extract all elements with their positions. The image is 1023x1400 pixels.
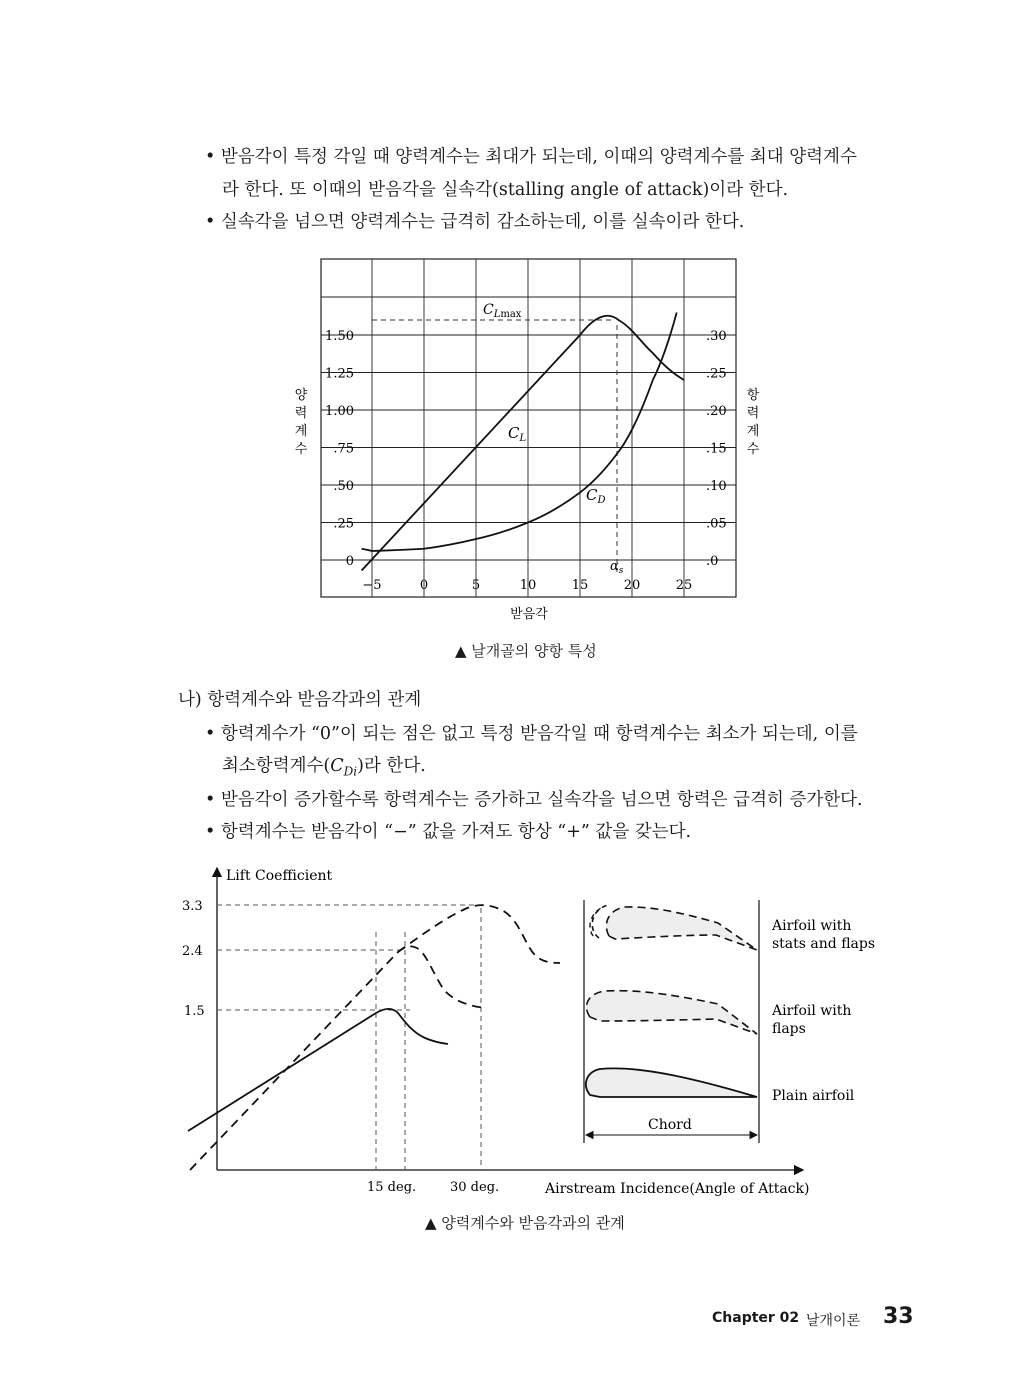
left-axis-title-char: 력	[294, 406, 308, 421]
footer-chapter: Chapter 02	[712, 1310, 800, 1326]
slat-shape	[592, 905, 608, 938]
x-tick-label: 20	[623, 578, 641, 593]
cd-label: $C_D$	[586, 486, 606, 506]
right-tick-label: .20	[706, 404, 727, 419]
clmax-label: $C_L\max$	[483, 302, 522, 320]
airfoil-2-label-line1: Airfoil with	[772, 1003, 852, 1019]
airfoil-1-label-line1: Airfoil with	[772, 918, 852, 934]
figure-lift-incidence	[170, 855, 890, 1205]
bullet-drag-positive: • 항력계수는 받음각이 “−” 값을 가져도 항상 “+” 값을 갖는다.	[205, 822, 692, 842]
left-tick-label: .25	[333, 516, 354, 532]
slats-flaps-airfoil	[606, 907, 757, 950]
x-axis-title: 받음각	[510, 607, 548, 622]
right-axis-title-char: 력	[746, 406, 760, 421]
y-tick-3.3: 3.3	[182, 899, 203, 914]
footer-section: 날개이론	[806, 1313, 861, 1329]
airfoil-3-label: Plain airfoil	[772, 1088, 855, 1104]
footer-page-number: 33	[883, 1304, 914, 1329]
x-tick-label: 15	[571, 578, 589, 593]
bullet-cl-max-cont: 라 한다. 또 이때의 받음각을 실속각(stalling angle of attack)이라 한다.	[222, 180, 789, 200]
x-tick-label: 5	[471, 578, 481, 593]
bullet-min-drag-cont: 최소항력계수$(C_{Di})$라 한다.	[222, 756, 426, 779]
left-tick-label: 1.50	[325, 329, 354, 344]
right-tick-label: .30	[706, 329, 727, 344]
left-tick-labels	[325, 329, 354, 569]
left-axis-title	[295, 387, 308, 457]
right-axis-title-char: 수	[746, 442, 760, 457]
y-tick-1.5: 1.5	[184, 1004, 205, 1019]
bullet-cl-max: • 받음각이 특정 각일 때 양력계수는 최대가 되는데, 이때의 양력계수를 최대 양력계수	[205, 147, 857, 167]
right-tick-label: .05	[706, 516, 727, 532]
bullet-drag-increase: • 받음각이 증가할수록 항력계수는 증가하고 실속각을 넘으면 항력은 급격히 증가한다.	[205, 790, 863, 810]
plain-airfoil	[586, 1068, 757, 1097]
right-tick-label: .0	[706, 554, 719, 569]
right-tick-label: .25	[706, 366, 727, 382]
x-tick-30: 30 deg.	[450, 1180, 500, 1195]
right-tick-label: .10	[706, 479, 727, 494]
x-tick-label: −5	[362, 578, 382, 593]
left-axis-title-char: 양	[294, 388, 308, 403]
right-tick-label: .15	[706, 441, 727, 457]
flaps-airfoil	[586, 991, 757, 1034]
bullet-stall: • 실속각을 넘으면 양력계수는 급격히 감소하는데, 이를 실속이라 한다.	[205, 212, 745, 232]
bullet-min-drag: • 항력계수가 “0”이 되는 점은 없고 특정 받음각일 때 항력계수는 최소가 되는데, 이를	[205, 724, 858, 744]
left-tick-label: 0	[345, 554, 354, 569]
cl-label: $C_L$	[508, 424, 527, 444]
chord-label: Chord	[648, 1117, 692, 1133]
right-axis-title-char: 계	[746, 424, 760, 439]
y-axis-title: Lift Coefficient	[226, 868, 333, 884]
left-axis-title-char: 수	[294, 442, 308, 457]
x-tick-15: 15 deg.	[367, 1180, 417, 1195]
x-tick-label: 10	[519, 578, 537, 593]
flaps-curve	[190, 946, 485, 1170]
guide-lines	[217, 905, 481, 1170]
figure2-caption: ▲ 양력계수와 받음각과의 관계	[425, 1214, 625, 1232]
y-tick-2.4: 2.4	[182, 944, 203, 959]
x-axis-title: Airstream Incidence(Angle of Attack)	[545, 1181, 810, 1197]
right-tick-labels	[706, 329, 727, 569]
slats-flaps-curve	[398, 905, 560, 963]
x-tick-label: 0	[419, 578, 429, 593]
section-heading: 나) 항력계수와 받음각과의 관계	[178, 690, 422, 710]
airfoil-1-label-line2: stats and flaps	[772, 936, 876, 952]
right-axis-title-char: 항	[746, 388, 760, 403]
right-axis-title	[747, 387, 760, 457]
plain-airfoil-curve	[188, 1009, 448, 1131]
x-tick-labels	[362, 578, 692, 593]
figure1-caption: ▲ 날개골의 양항 특성	[455, 642, 597, 660]
left-tick-label: .50	[333, 479, 354, 494]
airfoil-2-label-line2: flaps	[772, 1021, 806, 1037]
left-tick-label: 1.25	[325, 366, 354, 382]
left-axis-title-char: 계	[294, 424, 308, 439]
x-tick-label: 25	[675, 578, 693, 593]
left-tick-label: .75	[333, 441, 354, 457]
alpha-s-label: $\alpha_s$	[610, 559, 624, 576]
left-tick-label: 1.00	[325, 404, 354, 419]
figure-lift-drag-chart	[280, 250, 760, 630]
